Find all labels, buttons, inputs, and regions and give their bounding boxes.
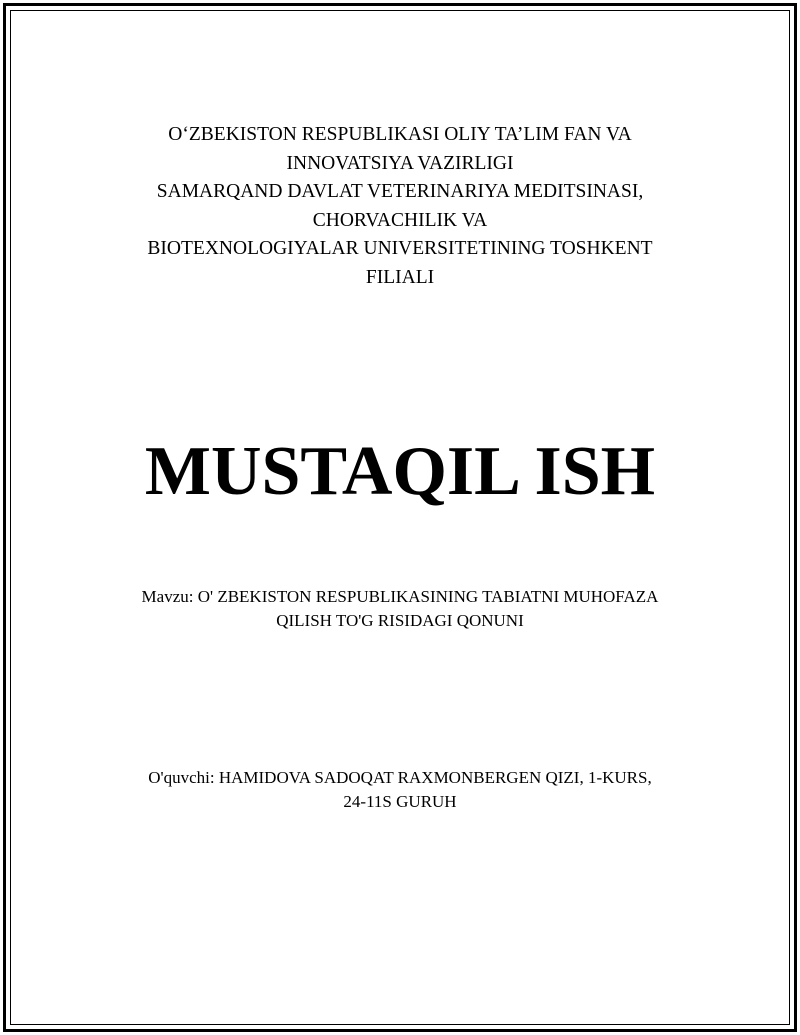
student-info <box>60 766 740 814</box>
topic-line: QILISH TO'G RISIDAGI QONUNI <box>276 611 524 630</box>
institution-header <box>60 121 740 292</box>
institution-line: BIOTEXNOLOGIYALAR UNIVERSITETINING TOSHKENT <box>147 238 653 259</box>
topic <box>60 585 740 633</box>
institution-line: CHORVACHILIK VA <box>312 209 488 231</box>
topic-line: Mavzu: O' ZBEKISTON RESPUBLIKASINING TABIATNI MUHOFAZA <box>141 587 659 606</box>
institution-line: O‘ZBEKISTON RESPUBLIKASI OLIY TA’LIM FAN VA <box>168 124 632 145</box>
student-line: 24-11S GURUH <box>343 792 457 811</box>
institution-line: FILIALI <box>365 266 435 288</box>
institution-line: SAMARQAND DAVLAT VETERINARIYA MEDITSINASI, <box>156 181 644 202</box>
document-title: MUSTAQIL ISH <box>144 433 656 510</box>
student-line: O'quvchi: HAMIDOVA SADOQAT RAXMONBERGEN QIZI, 1-KURS, <box>148 768 652 787</box>
institution-line: INNOVATSIYA VAZIRLIGI <box>286 152 514 174</box>
